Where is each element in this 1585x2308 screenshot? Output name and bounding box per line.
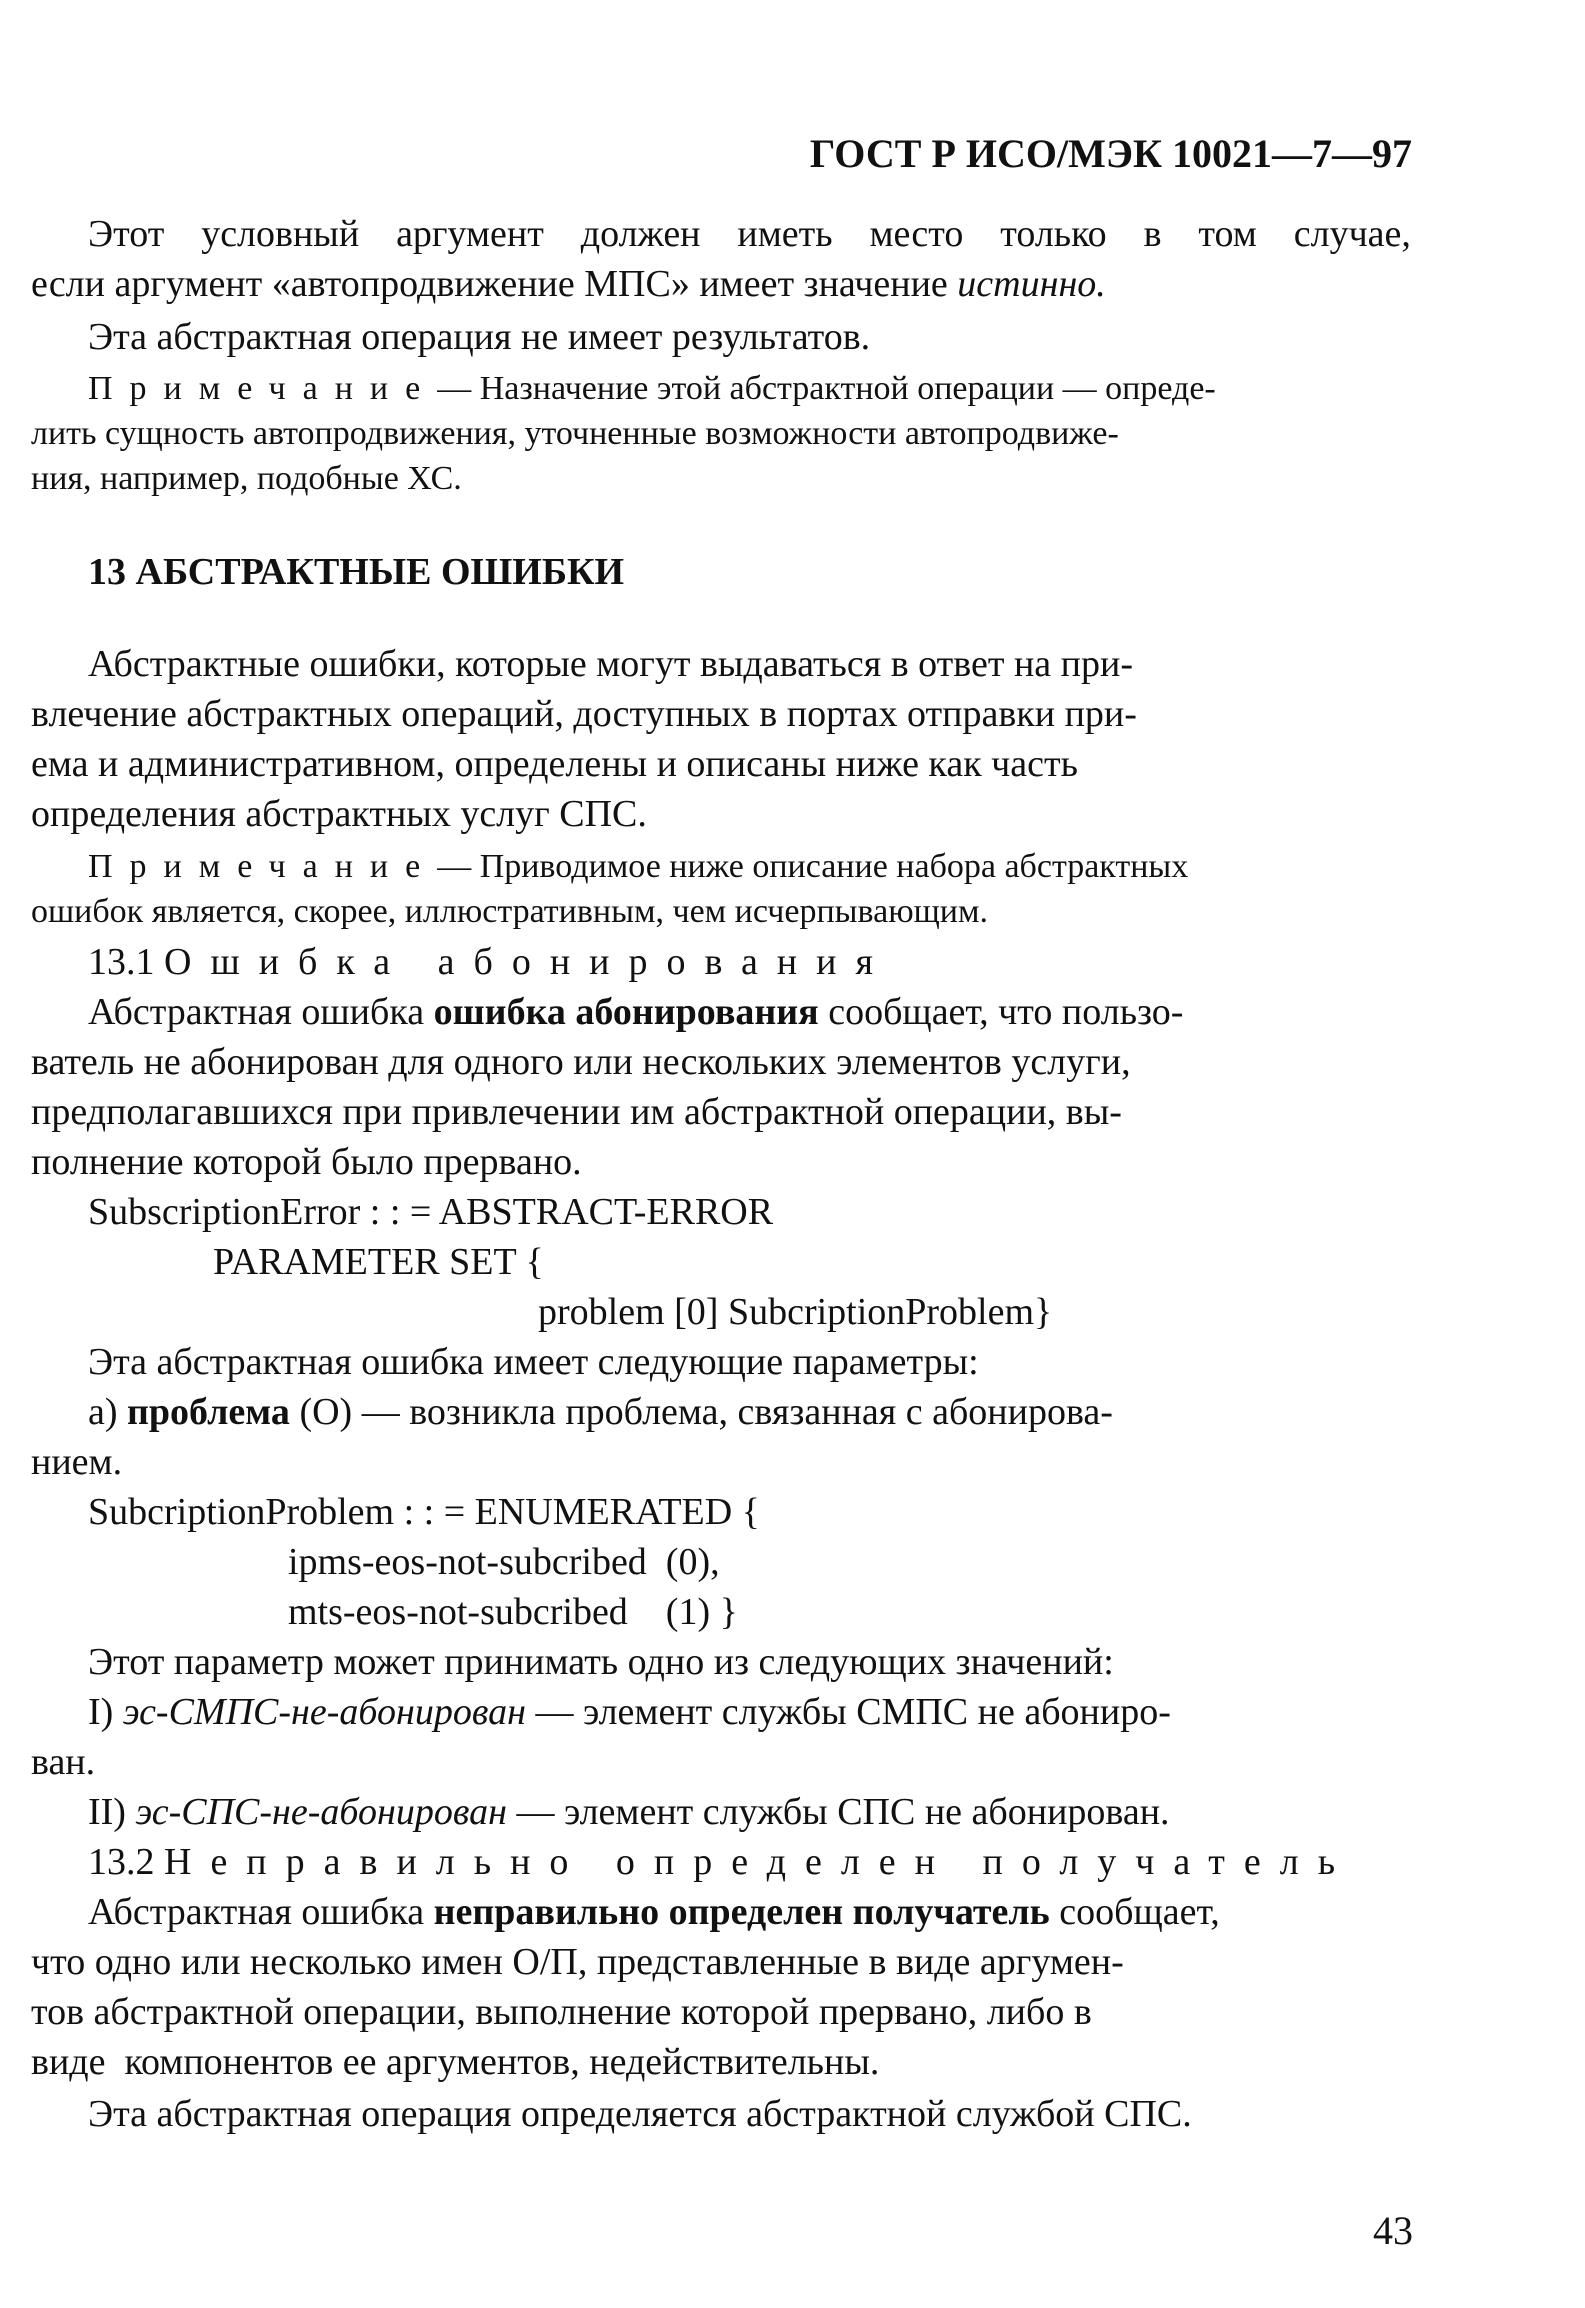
paragraph-line: Этот параметр может принимать одно из следующих значений: bbox=[88, 1641, 1114, 1683]
paragraph-line: Эта абстрактная операция определяется абстрактной службой СПС. bbox=[88, 2093, 1192, 2135]
paragraph-line: нием. bbox=[31, 1441, 123, 1483]
paragraph-line: тов абстрактной операции, выполнение которой прервано, либо в bbox=[31, 1991, 1092, 2033]
paragraph-line: а) проблема (О) — возникла проблема, связанная с абонирова- bbox=[88, 1391, 1113, 1433]
paragraph-line: виде компонентов ее аргументов, недействительны. bbox=[31, 2041, 880, 2083]
note-line: лить сущность автопродвижения, уточненные возможности автопродвиже- bbox=[31, 415, 1119, 452]
code-line: SubscriptionError : : = ABSTRACT-ERROR bbox=[88, 1191, 774, 1233]
paragraph-line: ван. bbox=[31, 1741, 96, 1783]
paragraph-line: I) эс-СМПС-не-абонирован — элемент службы СМПС не абониро- bbox=[88, 1691, 1171, 1733]
document-header: ГОСТ Р ИСО/МЭК 10021—7—97 bbox=[809, 131, 1412, 176]
note-line: Примечание— Назначение этой абстрактной операции — опреде- bbox=[88, 370, 1216, 407]
paragraph-line: Абстрактная ошибка неправильно определен получатель сообщает, bbox=[88, 1891, 1220, 1933]
section-heading: 13 АБСТРАКТНЫЕ ОШИБКИ bbox=[88, 551, 625, 593]
code-line: SubcriptionProblem : : = ENUMERATED { bbox=[88, 1491, 760, 1533]
subsection-heading: 13.2 Неправильно определен получатель bbox=[88, 1841, 1355, 1883]
paragraph-line: Абстрактная ошибка ошибка абонирования сообщает, что пользо- bbox=[88, 991, 1184, 1033]
paragraph-line: определения абстрактных услуг СПС. bbox=[31, 793, 647, 835]
note-line: ошибок является, скорее, иллюстративным, чем исчерпывающим. bbox=[31, 893, 988, 930]
note-line: Примечание— Приводимое ниже описание набора абстрактных bbox=[88, 848, 1189, 885]
paragraph-line: Эта абстрактная ошибка имеет следующие параметры: bbox=[88, 1341, 979, 1383]
paragraph-line: что одно или несколько имен О/П, представленные в виде аргумен- bbox=[31, 1941, 1124, 1983]
paragraph-line: Абстрактные ошибки, которые могут выдаваться в ответ на при- bbox=[88, 643, 1133, 685]
paragraph-line: II) эс-СПС-не-абонирован — элемент службы СПС не абонирован. bbox=[88, 1791, 1170, 1833]
paragraph-line: если аргумент «автопродвижение МПС» имеет значение истинно. bbox=[31, 263, 1106, 305]
paragraph-line: ема и административном, определены и описаны ниже как часть bbox=[31, 743, 1078, 785]
paragraph-line: Эта абстрактная операция не имеет результатов. bbox=[88, 316, 871, 358]
paragraph-line: ватель не абонирован для одного или нескольких элементов услуги, bbox=[31, 1041, 1131, 1083]
paragraph-line: полнение которой было прервано. bbox=[31, 1141, 582, 1183]
paragraph-line: влечение абстрактных операций, доступных в портах отправки при- bbox=[31, 693, 1137, 735]
note-line: ния, например, подобные ХС. bbox=[31, 460, 462, 497]
code-line: problem [0] SubcriptionProblem} bbox=[538, 1291, 1053, 1333]
subsection-heading: 13.1 Ошибка абонирования bbox=[88, 941, 892, 983]
paragraph-line: Этот условный аргумент должен иметь место только в том случае, bbox=[88, 213, 1411, 255]
code-line: PARAMETER SET { bbox=[213, 1241, 544, 1283]
page-number: 43 bbox=[1373, 2208, 1413, 2253]
note-label: Примечание bbox=[88, 370, 438, 407]
code-line: ipms-eos-not-subcribed (0), bbox=[288, 1541, 720, 1583]
code-line: mts-eos-not-subcribed (1) } bbox=[288, 1591, 738, 1633]
note-label: Примечание bbox=[88, 848, 438, 885]
paragraph-line: предполагавшихся при привлечении им абстрактной операции, вы- bbox=[31, 1091, 1122, 1133]
